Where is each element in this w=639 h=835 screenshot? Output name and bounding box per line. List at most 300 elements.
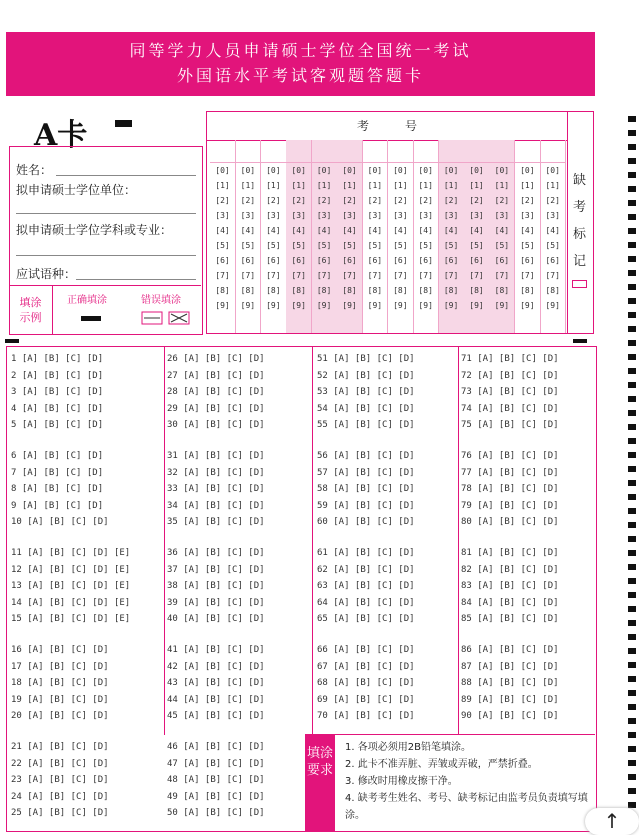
answer-row[interactable]: 69 [A] [B] [C] [D] bbox=[317, 694, 415, 705]
answer-row[interactable]: 35 [A] [B] [C] [D] bbox=[167, 517, 265, 527]
exam-number-bubble[interactable]: [1] bbox=[367, 181, 383, 190]
answer-row[interactable]: 19 [A] [B] [C] [D] bbox=[11, 694, 109, 705]
exam-number-bubble[interactable]: [3] bbox=[266, 211, 281, 220]
exam-number-bubble[interactable]: [5] bbox=[520, 241, 535, 250]
answer-row[interactable]: 86 [A] [B] [C] [D] bbox=[461, 645, 559, 655]
answer-row[interactable]: 32 [A] [B] [C] [D] bbox=[167, 467, 265, 478]
exam-number-columns bbox=[207, 140, 567, 333]
exam-number-bubble[interactable]: [8] bbox=[469, 286, 484, 295]
exam-number-bubble[interactable]: [4] bbox=[520, 226, 535, 235]
exam-number-bubble[interactable]: [3] bbox=[545, 211, 560, 220]
exam-number-bubble[interactable]: [0] bbox=[545, 166, 560, 175]
exam-number-bubble[interactable]: [7] bbox=[291, 271, 306, 280]
exam-number-bubble[interactable]: [6] bbox=[291, 256, 306, 265]
answer-row[interactable]: 56 [A] [B] [C] [D] bbox=[317, 451, 415, 461]
timing-mark bbox=[628, 494, 636, 500]
exam-number-bubble[interactable]: [0] bbox=[215, 166, 230, 175]
timing-mark bbox=[628, 788, 636, 794]
timing-mark bbox=[628, 760, 636, 766]
exam-number-bubble[interactable]: [8] bbox=[418, 286, 433, 295]
up-arrow-icon[interactable]: ↑ bbox=[585, 808, 639, 835]
answer-row[interactable]: 58 [A] [B] [C] [D] bbox=[317, 484, 415, 494]
answer-row[interactable]: 82 [A] [B] [C] [D] bbox=[461, 564, 559, 575]
exam-number-title: 考 号 bbox=[207, 112, 567, 141]
timing-mark bbox=[628, 746, 636, 752]
answer-row[interactable]: 13 [A] [B] [C] [D] [E] bbox=[11, 581, 131, 591]
correct-fill-label: 正确填涂 bbox=[67, 295, 107, 306]
exam-number-bubble[interactable]: [8] bbox=[367, 286, 383, 295]
exam-number-bubble[interactable]: [4] bbox=[393, 226, 408, 235]
answer-row[interactable]: 61 [A] [B] [C] [D] bbox=[317, 548, 415, 558]
answer-row[interactable]: 33 [A] [B] [C] [D] bbox=[167, 484, 265, 494]
exam-number-bubble[interactable]: [5] bbox=[469, 241, 484, 250]
exam-number-bubble[interactable]: [5] bbox=[316, 241, 332, 250]
exam-number-bubble[interactable]: [7] bbox=[443, 271, 459, 280]
exam-number-bubble[interactable]: [5] bbox=[393, 241, 408, 250]
answer-row[interactable]: 64 [A] [B] [C] [D] bbox=[317, 597, 415, 608]
exam-number-bubble[interactable]: [7] bbox=[367, 271, 383, 280]
exam-number-bubble[interactable]: [2] bbox=[367, 196, 383, 205]
answer-row[interactable]: 34 [A] [B] [C] [D] bbox=[167, 500, 265, 511]
exam-number-bubble[interactable]: [8] bbox=[443, 286, 459, 295]
exam-number-bubble[interactable]: [7] bbox=[545, 271, 560, 280]
exam-number-bubble[interactable]: [5] bbox=[443, 241, 459, 250]
answer-row[interactable]: 57 [A] [B] [C] [D] bbox=[317, 467, 415, 478]
exam-number-bubble[interactable]: [5] bbox=[266, 241, 281, 250]
exam-number-bubble[interactable]: [0] bbox=[443, 166, 459, 175]
answer-row[interactable]: 55 [A] [B] [C] [D] bbox=[317, 420, 415, 430]
answer-row[interactable]: 63 [A] [B] [C] [D] bbox=[317, 581, 415, 591]
name-field[interactable] bbox=[56, 175, 196, 176]
exam-number-bubble[interactable]: [1] bbox=[342, 181, 357, 190]
exam-number-bubble[interactable]: [8] bbox=[240, 286, 256, 295]
exam-number-bubble[interactable]: [3] bbox=[393, 211, 408, 220]
exam-number-column bbox=[464, 140, 490, 333]
exam-number-bubble[interactable]: [7] bbox=[316, 271, 332, 280]
answer-row[interactable]: 24 [A] [B] [C] [D] bbox=[11, 791, 109, 802]
exam-number-bubble[interactable]: [9] bbox=[367, 301, 383, 310]
exam-number-bubble[interactable]: [2] bbox=[443, 196, 459, 205]
timing-mark bbox=[628, 662, 636, 668]
timing-mark bbox=[628, 298, 636, 304]
exam-number-bubble[interactable]: [6] bbox=[367, 256, 383, 265]
sheet-header bbox=[6, 32, 595, 96]
answer-row[interactable]: 16 [A] [B] [C] [D] bbox=[11, 645, 109, 655]
timing-mark bbox=[628, 270, 636, 276]
answer-row[interactable]: 22 [A] [B] [C] [D] bbox=[11, 758, 109, 769]
answer-row[interactable]: 21 [A] [B] [C] [D] bbox=[11, 742, 109, 752]
wrong-fill-marks bbox=[141, 308, 193, 328]
exam-number-column bbox=[540, 140, 566, 333]
exam-number-digit-box[interactable] bbox=[489, 140, 514, 163]
exam-number-bubble[interactable]: [1] bbox=[443, 181, 459, 190]
exam-number-bubble[interactable]: [6] bbox=[342, 256, 357, 265]
exam-number-bubble[interactable]: [1] bbox=[316, 181, 332, 190]
requirement-item: 3. 修改时用橡皮擦干净。 bbox=[345, 776, 458, 787]
exam-number-bubble[interactable]: [4] bbox=[240, 226, 256, 235]
answer-row[interactable]: 41 [A] [B] [C] [D] bbox=[167, 645, 265, 655]
exam-number-bubble[interactable]: [3] bbox=[215, 211, 230, 220]
exam-number-bubble[interactable]: [1] bbox=[520, 181, 535, 190]
timing-mark bbox=[628, 480, 636, 486]
exam-number-bubble[interactable]: [1] bbox=[393, 181, 408, 190]
exam-number-bubble[interactable]: [8] bbox=[494, 286, 510, 295]
exam-number-bubble[interactable]: [7] bbox=[393, 271, 408, 280]
timing-mark bbox=[628, 648, 636, 654]
answer-row[interactable]: 46 [A] [B] [C] [D] bbox=[167, 742, 265, 752]
exam-number-bubble[interactable]: [7] bbox=[494, 271, 510, 280]
alignment-mark-left bbox=[5, 339, 19, 343]
timing-mark bbox=[628, 564, 636, 570]
exam-number-bubble[interactable]: [0] bbox=[342, 166, 357, 175]
exam-number-column bbox=[362, 140, 388, 333]
exam-number-bubble[interactable]: [1] bbox=[215, 181, 230, 190]
timing-mark bbox=[628, 508, 636, 514]
exam-number-bubble[interactable]: [3] bbox=[443, 211, 459, 220]
answer-row[interactable]: 90 [A] [B] [C] [D] bbox=[461, 711, 559, 721]
exam-number-digit-box[interactable] bbox=[337, 140, 362, 163]
answer-row[interactable]: 6 [A] [B] [C] [D] bbox=[11, 451, 104, 461]
answer-row[interactable]: 5 [A] [B] [C] [D] bbox=[11, 420, 104, 430]
answer-row[interactable]: 59 [A] [B] [C] [D] bbox=[317, 500, 415, 511]
answer-row[interactable]: 4 [A] [B] [C] [D] bbox=[11, 403, 104, 414]
exam-number-bubble[interactable]: [7] bbox=[266, 271, 281, 280]
exam-number-bubble[interactable]: [8] bbox=[342, 286, 357, 295]
exam-number-bubble[interactable]: [4] bbox=[367, 226, 383, 235]
exam-number-bubble[interactable]: [0] bbox=[520, 166, 535, 175]
exam-number-bubble[interactable]: [1] bbox=[494, 181, 510, 190]
exam-number-bubble[interactable]: [5] bbox=[342, 241, 357, 250]
exam-number-bubble[interactable]: [3] bbox=[240, 211, 256, 220]
answer-row[interactable]: 79 [A] [B] [C] [D] bbox=[461, 500, 559, 511]
answer-row[interactable]: 89 [A] [B] [C] [D] bbox=[461, 694, 559, 705]
exam-number-bubble[interactable]: [2] bbox=[342, 196, 357, 205]
exam-number-bubble[interactable]: [0] bbox=[291, 166, 306, 175]
exam-number-bubble[interactable]: [9] bbox=[291, 301, 306, 310]
exam-number-column bbox=[235, 140, 261, 333]
answer-row[interactable]: 18 [A] [B] [C] [D] bbox=[11, 678, 109, 688]
exam-number-bubble[interactable]: [3] bbox=[469, 211, 484, 220]
answer-row[interactable]: 14 [A] [B] [C] [D] [E] bbox=[11, 597, 131, 608]
exam-number-bubble[interactable]: [5] bbox=[291, 241, 306, 250]
answer-row[interactable]: 84 [A] [B] [C] [D] bbox=[461, 597, 559, 608]
exam-number-digit-box[interactable] bbox=[515, 140, 540, 163]
exam-number-bubble[interactable]: [3] bbox=[342, 211, 357, 220]
answer-row[interactable]: 53 [A] [B] [C] [D] bbox=[317, 387, 415, 397]
unit-field[interactable] bbox=[16, 213, 196, 214]
exam-number-bubble[interactable]: [3] bbox=[367, 211, 383, 220]
timing-mark bbox=[628, 802, 636, 808]
exam-number-bubble[interactable]: [6] bbox=[240, 256, 256, 265]
exam-number-digit-box[interactable] bbox=[540, 140, 565, 163]
exam-number-bubble[interactable]: [0] bbox=[266, 166, 281, 175]
unit-label: 拟申请硕士学位单位： bbox=[16, 183, 137, 197]
answer-row[interactable]: 40 [A] [B] [C] [D] bbox=[167, 614, 265, 624]
exam-number-bubble[interactable]: [4] bbox=[469, 226, 484, 235]
exam-number-bubble[interactable]: [8] bbox=[545, 286, 560, 295]
exam-number-bubble[interactable]: [5] bbox=[418, 241, 433, 250]
answer-row[interactable]: 49 [A] [B] [C] [D] bbox=[167, 791, 265, 802]
answer-row[interactable]: 7 [A] [B] [C] [D] bbox=[11, 467, 104, 478]
answer-row[interactable]: 15 [A] [B] [C] [D] [E] bbox=[11, 614, 131, 624]
answer-row[interactable]: 80 [A] [B] [C] [D] bbox=[461, 517, 559, 527]
answer-row[interactable]: 37 [A] [B] [C] [D] bbox=[167, 564, 265, 575]
answer-row[interactable]: 45 [A] [B] [C] [D] bbox=[167, 711, 265, 721]
answer-row[interactable]: 8 [A] [B] [C] [D] bbox=[11, 484, 104, 494]
answer-row[interactable]: 52 [A] [B] [C] [D] bbox=[317, 370, 415, 381]
exam-number-bubble[interactable]: [6] bbox=[494, 256, 510, 265]
exam-number-bubble[interactable]: [2] bbox=[316, 196, 332, 205]
answer-row[interactable]: 65 [A] [B] [C] [D] bbox=[317, 614, 415, 624]
answer-row[interactable]: 11 [A] [B] [C] [D] [E] bbox=[11, 548, 131, 558]
exam-number-bubble[interactable]: [8] bbox=[266, 286, 281, 295]
answer-row[interactable]: 87 [A] [B] [C] [D] bbox=[461, 661, 559, 672]
exam-number-bubble[interactable]: [1] bbox=[469, 181, 484, 190]
exam-number-digit-box[interactable] bbox=[286, 140, 311, 163]
exam-number-bubble[interactable]: [3] bbox=[316, 211, 332, 220]
header-title-line1: 同等学力人员申请硕士学位全国统一考试 bbox=[129, 41, 472, 60]
exam-number-bubble[interactable]: [3] bbox=[494, 211, 510, 220]
exam-number-bubble[interactable]: [3] bbox=[418, 211, 433, 220]
exam-number-bubble[interactable]: [4] bbox=[266, 226, 281, 235]
exam-number-digit-box[interactable] bbox=[464, 140, 489, 163]
exam-number-bubble[interactable]: [9] bbox=[215, 301, 230, 310]
exam-number-bubble[interactable]: [5] bbox=[545, 241, 560, 250]
answer-row[interactable]: 88 [A] [B] [C] [D] bbox=[461, 678, 559, 688]
answer-row[interactable]: 78 [A] [B] [C] [D] bbox=[461, 484, 559, 494]
answer-row[interactable]: 68 [A] [B] [C] [D] bbox=[317, 678, 415, 688]
exam-number-bubble[interactable]: [6] bbox=[469, 256, 484, 265]
timing-mark bbox=[628, 704, 636, 710]
exam-number-bubble[interactable]: [6] bbox=[393, 256, 408, 265]
answer-row[interactable]: 76 [A] [B] [C] [D] bbox=[461, 451, 559, 461]
exam-number-digit-box[interactable] bbox=[261, 140, 286, 163]
answer-row[interactable]: 31 [A] [B] [C] [D] bbox=[167, 451, 265, 461]
exam-number-bubble[interactable]: [3] bbox=[520, 211, 535, 220]
exam-number-column bbox=[413, 140, 439, 333]
exam-number-bubble[interactable]: [2] bbox=[240, 196, 256, 205]
exam-number-bubble[interactable]: [9] bbox=[545, 301, 560, 310]
exam-number-bubble[interactable]: [9] bbox=[494, 301, 510, 310]
exam-number-bubble[interactable]: [8] bbox=[215, 286, 230, 295]
answer-row[interactable]: 85 [A] [B] [C] [D] bbox=[461, 614, 559, 624]
exam-number-bubble[interactable]: [2] bbox=[545, 196, 560, 205]
answer-row[interactable]: 42 [A] [B] [C] [D] bbox=[167, 661, 265, 672]
answer-row[interactable]: 74 [A] [B] [C] [D] bbox=[461, 403, 559, 414]
answer-row[interactable]: 17 [A] [B] [C] [D] bbox=[11, 661, 109, 672]
card-type-mark bbox=[115, 120, 132, 127]
timing-mark bbox=[628, 732, 636, 738]
answer-row[interactable]: 51 [A] [B] [C] [D] bbox=[317, 354, 415, 364]
exam-number-bubble[interactable]: [0] bbox=[240, 166, 256, 175]
answer-row[interactable]: 25 [A] [B] [C] [D] bbox=[11, 808, 109, 818]
exam-number-digit-box[interactable] bbox=[210, 140, 235, 163]
exam-number-bubble[interactable]: [2] bbox=[520, 196, 535, 205]
wrong-fill-label: 错误填涂 bbox=[141, 295, 181, 306]
exam-number-digit-box[interactable] bbox=[235, 140, 260, 163]
exam-number-bubble[interactable]: [0] bbox=[316, 166, 332, 175]
exam-number-bubble[interactable]: [4] bbox=[494, 226, 510, 235]
exam-number-bubble[interactable]: [9] bbox=[443, 301, 459, 310]
language-field[interactable] bbox=[76, 279, 196, 280]
answer-row[interactable]: 27 [A] [B] [C] [D] bbox=[167, 370, 265, 381]
answer-row[interactable]: 71 [A] [B] [C] [D] bbox=[461, 354, 559, 364]
exam-number-bubble[interactable]: [6] bbox=[520, 256, 535, 265]
answer-row[interactable]: 75 [A] [B] [C] [D] bbox=[461, 420, 559, 430]
answer-row[interactable]: 20 [A] [B] [C] [D] bbox=[11, 711, 109, 721]
exam-number-bubble[interactable]: [2] bbox=[393, 196, 408, 205]
fill-example bbox=[9, 285, 201, 334]
answer-row[interactable]: 2 [A] [B] [C] [D] bbox=[11, 370, 104, 381]
exam-number-bubble[interactable]: [9] bbox=[393, 301, 408, 310]
timing-mark bbox=[628, 130, 636, 136]
exam-number-bubble[interactable]: [1] bbox=[240, 181, 256, 190]
answer-row[interactable]: 62 [A] [B] [C] [D] bbox=[317, 564, 415, 575]
exam-number-bubble[interactable]: [0] bbox=[494, 166, 510, 175]
exam-number-bubble[interactable]: [6] bbox=[443, 256, 459, 265]
exam-number-bubble[interactable]: [9] bbox=[342, 301, 357, 310]
answer-row[interactable]: 48 [A] [B] [C] [D] bbox=[167, 775, 265, 785]
answer-row[interactable]: 28 [A] [B] [C] [D] bbox=[167, 387, 265, 397]
exam-number-bubble[interactable]: [2] bbox=[266, 196, 281, 205]
exam-number-bubble[interactable]: [9] bbox=[240, 301, 256, 310]
answer-row[interactable]: 47 [A] [B] [C] [D] bbox=[167, 758, 265, 769]
exam-number-bubble[interactable]: [5] bbox=[367, 241, 383, 250]
answer-row[interactable]: 81 [A] [B] [C] [D] bbox=[461, 548, 559, 558]
subject-field[interactable] bbox=[16, 255, 196, 256]
answer-row[interactable]: 29 [A] [B] [C] [D] bbox=[167, 403, 265, 414]
exam-number-bubble[interactable]: [8] bbox=[520, 286, 535, 295]
exam-number-bubble[interactable]: [9] bbox=[316, 301, 332, 310]
answer-row[interactable]: 67 [A] [B] [C] [D] bbox=[317, 661, 415, 672]
exam-number-bubble[interactable]: [2] bbox=[469, 196, 484, 205]
answer-row[interactable]: 26 [A] [B] [C] [D] bbox=[167, 354, 265, 364]
exam-number-digit-box[interactable] bbox=[439, 140, 464, 163]
exam-number-bubble[interactable]: [2] bbox=[215, 196, 230, 205]
answer-row[interactable]: 10 [A] [B] [C] [D] bbox=[11, 517, 109, 527]
answer-row[interactable]: 83 [A] [B] [C] [D] bbox=[461, 581, 559, 591]
exam-number-digit-box[interactable] bbox=[388, 140, 413, 163]
exam-number-bubble[interactable]: [1] bbox=[266, 181, 281, 190]
exam-number-bubble[interactable]: [4] bbox=[418, 226, 433, 235]
exam-number-grid bbox=[206, 111, 568, 334]
exam-number-digit-box[interactable] bbox=[312, 140, 337, 163]
exam-number-bubble[interactable]: [7] bbox=[520, 271, 535, 280]
exam-number-bubble[interactable]: [6] bbox=[545, 256, 560, 265]
timing-mark bbox=[628, 676, 636, 682]
answer-row[interactable]: 12 [A] [B] [C] [D] [E] bbox=[11, 564, 131, 575]
exam-number-bubble[interactable]: [0] bbox=[469, 166, 484, 175]
exam-number-bubble[interactable]: [5] bbox=[494, 241, 510, 250]
answer-row[interactable]: 50 [A] [B] [C] [D] bbox=[167, 808, 265, 818]
answer-row[interactable]: 36 [A] [B] [C] [D] bbox=[167, 548, 265, 558]
answer-row[interactable]: 39 [A] [B] [C] [D] bbox=[167, 597, 265, 608]
exam-number-bubble[interactable]: [9] bbox=[520, 301, 535, 310]
timing-mark bbox=[628, 354, 636, 360]
answer-row[interactable]: 23 [A] [B] [C] [D] bbox=[11, 775, 109, 785]
absent-mark-box bbox=[566, 111, 594, 334]
answer-row[interactable]: 77 [A] [B] [C] [D] bbox=[461, 467, 559, 478]
language-label: 应试语种： bbox=[16, 267, 77, 281]
answer-row[interactable]: 73 [A] [B] [C] [D] bbox=[461, 387, 559, 397]
requirement-item: 2. 此卡不准弄脏、弄皱或弄破，严禁折叠。 bbox=[345, 759, 538, 770]
timing-mark bbox=[628, 438, 636, 444]
answer-row[interactable]: 3 [A] [B] [C] [D] bbox=[11, 387, 104, 397]
exam-number-bubble[interactable]: [4] bbox=[316, 226, 332, 235]
exam-number-bubble[interactable]: [7] bbox=[342, 271, 357, 280]
exam-number-bubble[interactable]: [4] bbox=[545, 226, 560, 235]
answer-row[interactable]: 72 [A] [B] [C] [D] bbox=[461, 370, 559, 381]
exam-number-bubble[interactable]: [6] bbox=[418, 256, 433, 265]
column-divider bbox=[164, 347, 165, 735]
answer-row[interactable]: 9 [A] [B] [C] [D] bbox=[11, 500, 104, 511]
exam-number-bubble[interactable]: [0] bbox=[367, 166, 383, 175]
exam-number-digit-box[interactable] bbox=[362, 140, 387, 163]
timing-mark bbox=[628, 452, 636, 458]
timing-mark bbox=[628, 578, 636, 584]
absent-checkbox[interactable] bbox=[572, 280, 587, 288]
exam-number-bubble[interactable]: [1] bbox=[545, 181, 560, 190]
exam-number-bubble[interactable]: [9] bbox=[418, 301, 433, 310]
answer-row[interactable]: 38 [A] [B] [C] [D] bbox=[167, 581, 265, 591]
exam-number-bubble[interactable]: [2] bbox=[291, 196, 306, 205]
exam-number-bubble[interactable]: [4] bbox=[215, 226, 230, 235]
exam-number-bubble[interactable]: [9] bbox=[266, 301, 281, 310]
exam-number-column bbox=[337, 140, 363, 333]
exam-number-bubble[interactable]: [6] bbox=[215, 256, 230, 265]
answer-row[interactable]: 44 [A] [B] [C] [D] bbox=[167, 694, 265, 705]
answer-row[interactable]: 30 [A] [B] [C] [D] bbox=[167, 420, 265, 430]
answer-row[interactable]: 70 [A] [B] [C] [D] bbox=[317, 711, 415, 721]
answer-row[interactable]: 66 [A] [B] [C] [D] bbox=[317, 645, 415, 655]
exam-number-bubble[interactable]: [5] bbox=[215, 241, 230, 250]
exam-number-bubble[interactable]: [5] bbox=[240, 241, 256, 250]
exam-number-bubble[interactable]: [7] bbox=[469, 271, 484, 280]
exam-number-bubble[interactable]: [4] bbox=[291, 226, 306, 235]
exam-number-bubble[interactable]: [6] bbox=[316, 256, 332, 265]
exam-number-bubble[interactable]: [2] bbox=[494, 196, 510, 205]
requirements-list bbox=[345, 739, 593, 824]
exam-number-bubble[interactable]: [2] bbox=[418, 196, 433, 205]
answer-row[interactable]: 43 [A] [B] [C] [D] bbox=[167, 678, 265, 688]
name-label: 姓名： bbox=[16, 163, 53, 177]
exam-number-bubble[interactable]: [8] bbox=[393, 286, 408, 295]
answer-row[interactable]: 54 [A] [B] [C] [D] bbox=[317, 403, 415, 414]
column-divider bbox=[458, 347, 459, 735]
exam-number-bubble[interactable]: [4] bbox=[342, 226, 357, 235]
timing-mark bbox=[628, 200, 636, 206]
exam-number-bubble[interactable]: [7] bbox=[240, 271, 256, 280]
exam-number-bubble[interactable]: [8] bbox=[291, 286, 306, 295]
fill-example-label2: 示例 bbox=[19, 311, 42, 324]
exam-number-bubble[interactable]: [7] bbox=[215, 271, 230, 280]
answer-row[interactable]: 1 [A] [B] [C] [D] bbox=[11, 354, 104, 364]
exam-number-bubble[interactable]: [1] bbox=[418, 181, 433, 190]
exam-number-bubble[interactable]: [8] bbox=[316, 286, 332, 295]
exam-number-column bbox=[312, 140, 338, 333]
exam-number-bubble[interactable]: [4] bbox=[443, 226, 459, 235]
exam-number-digit-box[interactable] bbox=[413, 140, 438, 163]
exam-number-bubble[interactable]: [0] bbox=[393, 166, 408, 175]
exam-number-bubble[interactable]: [9] bbox=[469, 301, 484, 310]
exam-number-bubble[interactable]: [7] bbox=[418, 271, 433, 280]
card-type: A卡 bbox=[34, 118, 88, 153]
exam-number-bubble[interactable]: [6] bbox=[266, 256, 281, 265]
exam-number-bubble[interactable]: [3] bbox=[291, 211, 306, 220]
answer-row[interactable]: 60 [A] [B] [C] [D] bbox=[317, 517, 415, 527]
exam-number-bubble[interactable]: [1] bbox=[291, 181, 306, 190]
exam-number-bubble[interactable]: [0] bbox=[418, 166, 433, 175]
